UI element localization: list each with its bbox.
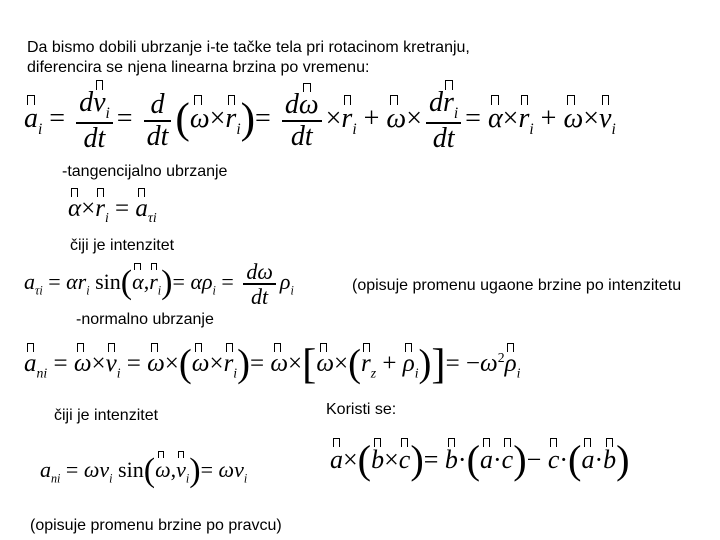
normal-vector-equation: $a_{ni} = \omega\times v_i = \omega\times(\omega\times r_i)= \omega\times[\omega\times(r_z + \rho_i)]= -\omega^2\rho_i$ — [24, 341, 521, 388]
normal-note: (opisuje promenu brzine po pravcu) — [30, 517, 282, 534]
intro-line-1: Da bismo dobili ubrzanje i-te tačke tela pri rotacinom kretranju, — [27, 39, 470, 56]
tangential-intensity-label: čiji je intenzitet — [70, 237, 175, 254]
acceleration-derivation-equation: $a_i$ = $\frac{dv_i}{dt}$ = $\frac{d}{dt}$ $(\omega\times r_i)=$ $\frac{d\omega}{dt}$ $\times r_i + \omega\times$ $\frac{dr_i}{dt}$ = $\alpha\times r_i + \omega\times v_i$ — [24, 87, 616, 155]
tangential-vector-equation: $\alpha\times r_i = a_{\tau i}$ — [68, 195, 157, 226]
tangential-intensity-equation: $a_{\tau i} = \alpha r_i$ $\sin(\alpha,r_i)= \alpha\rho_i$ = $\frac{d\omega}{dt}$ $\rho_i$ — [24, 259, 294, 310]
tangential-note: (opisuje promenu ugaone brzine po intenzitetu — [352, 277, 682, 294]
triple-product-identity: a×(b×c)= b·(a·c)− c·(a·b) — [330, 437, 630, 482]
tangential-heading: -tangencijalno ubrzanje — [62, 163, 228, 180]
identity-label: Koristi se: — [326, 401, 397, 418]
normal-intensity-equation: $a_{ni} = \omega v_i$ $\sin(\omega,v_i)= \omega v_i$ — [40, 452, 248, 489]
intro-text — [27, 38, 470, 78]
intro-line-2: diferencira se njena linearna brzina po vremenu: — [27, 59, 370, 76]
normal-heading: -normalno ubrzanje — [76, 311, 214, 328]
normal-intensity-label: čiji je intenzitet — [54, 407, 159, 424]
